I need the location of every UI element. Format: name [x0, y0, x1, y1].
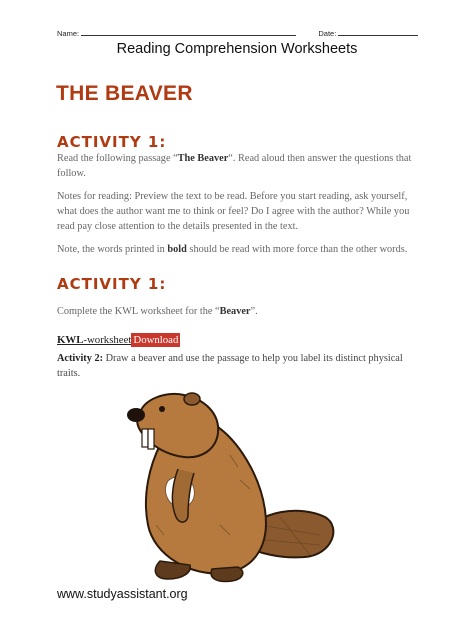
activity-1-heading: ACTIVITY 1:	[57, 133, 167, 151]
bold-note: Note, the words printed in bold should be read with more force than the other words.	[57, 244, 408, 255]
activity-2-label: Activity 2:	[57, 353, 104, 364]
beaver-illustration	[120, 385, 340, 585]
kwl-worksheet-link[interactable]: KWL-worksheet	[57, 334, 132, 346]
bold-word: bold	[167, 244, 187, 255]
beaver-drawing	[120, 385, 340, 585]
date-label: Date:	[318, 29, 337, 38]
passage-name: The Beaver	[177, 153, 229, 164]
kwl-subject: Beaver	[219, 306, 251, 317]
name-blank	[81, 28, 296, 36]
date-blank	[338, 28, 418, 36]
download-button[interactable]: Download	[133, 334, 179, 346]
kwl-worksheet-row	[57, 333, 180, 347]
footer-url[interactable]: www.studyassistant.org	[57, 587, 188, 601]
activity-1-heading-second: ACTIVITY 1:	[57, 275, 167, 293]
document-title: Reading Comprehension Worksheets	[116, 41, 358, 57]
name-label: Name:	[57, 29, 80, 38]
page-title: THE BEAVER	[56, 82, 193, 105]
activity-1-intro: Read the following passage “The Beaver“. Read aloud then answer the questions that follow.	[57, 153, 412, 179]
activity-2-instruction: Activity 2: Draw a beaver and use the passage to help you label its distinct physical traits.	[57, 353, 403, 379]
kwl-instruction: Complete the KWL worksheet for the “Beaver”.	[57, 306, 258, 317]
worksheet-header-fields	[57, 28, 419, 38]
reading-notes: Notes for reading: Preview the text to be read. Before you start reading, ask yourself, what does the author want me to think or feel? Do I agree with the author? While you read pay close attention to the details presented in the text.	[57, 191, 410, 232]
